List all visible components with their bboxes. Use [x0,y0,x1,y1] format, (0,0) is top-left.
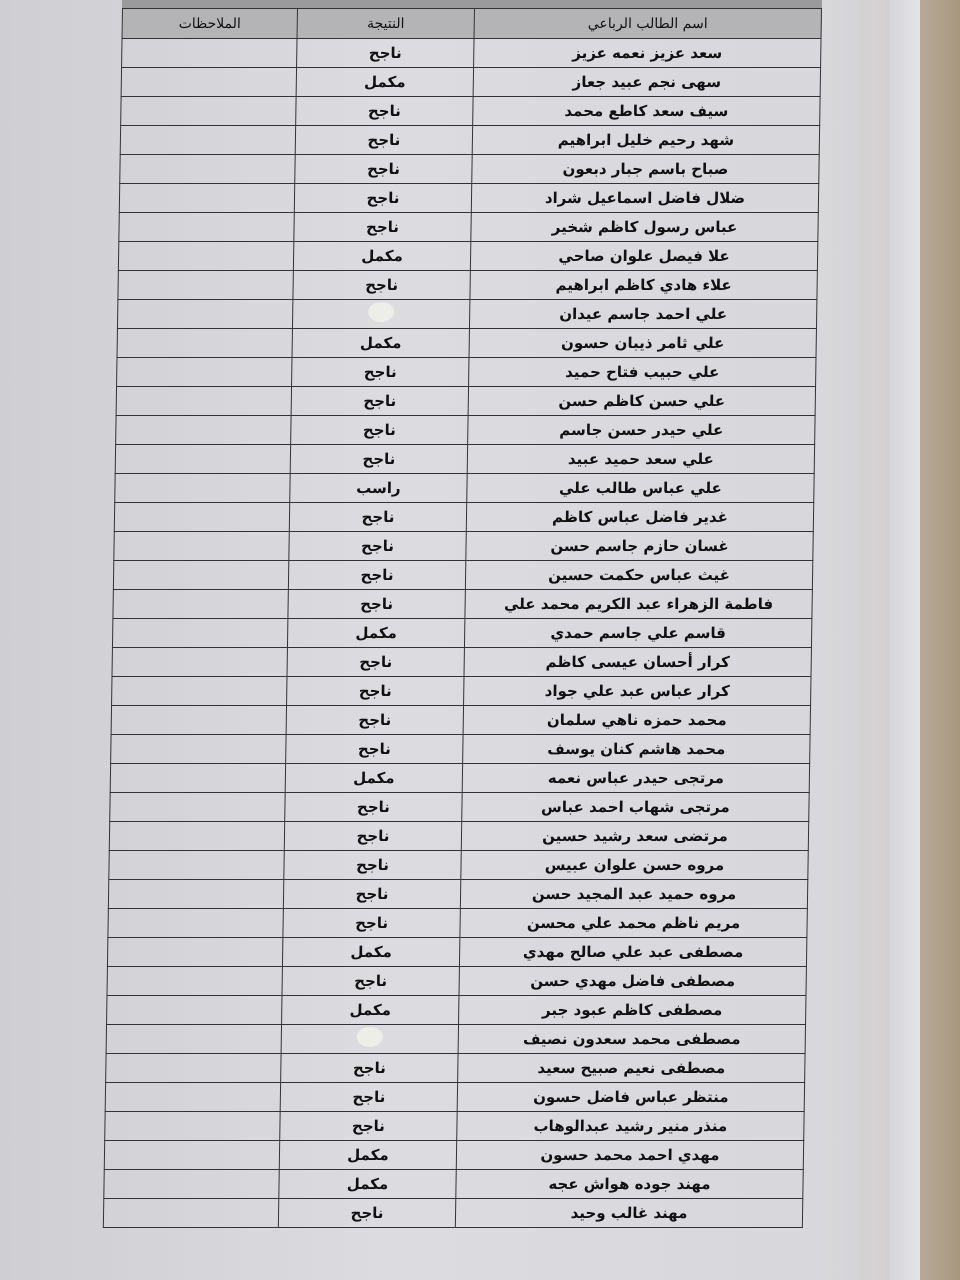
table-row [121,97,820,126]
student-name: غيث عباس حكمت حسين [465,561,812,590]
notes-cell [117,358,292,387]
result-cell: مكمل [285,764,462,793]
student-name: سعد عزيز نعمه عزيز [474,39,821,68]
student-name: صباح باسم جبار دبعون [472,155,819,184]
student-name: مرتضى سعد رشيد حسين [461,822,808,851]
result-cell: ناجح [281,1054,458,1083]
result-cell: ناجح [289,503,466,532]
notes-cell [105,1112,280,1141]
notes-cell [116,387,291,416]
student-name: مصطفى فاضل مهدي حسن [459,967,806,996]
result-cell: مكمل [293,242,470,271]
table-row [111,706,810,735]
student-name: علي ثامر ذيبان حسون [469,329,816,358]
notes-cell [108,880,283,909]
student-name: علي سعد حميد عبيد [467,445,814,474]
notes-cell [120,155,295,184]
result-cell [292,300,469,329]
notes-cell [119,184,294,213]
student-name: سهى نجم عبيد جعاز [473,68,820,97]
table-row [122,39,821,68]
table-row [112,677,811,706]
notes-cell [111,706,286,735]
table-row [110,793,809,822]
table-row [113,561,812,590]
notes-cell [114,532,289,561]
result-cell: ناجح [287,677,464,706]
notes-cell [112,677,287,706]
student-name: علي حبيب فتاح حميد [469,358,816,387]
notes-cell [104,1141,279,1170]
result-cell: ناجح [297,39,474,68]
student-name: سيف سعد كاطع محمد [473,97,820,126]
table-row [108,880,807,909]
table-row [118,271,817,300]
header-name: اسم الطالب الرباعي [474,9,821,39]
notes-cell [107,996,282,1025]
result-cell: ناجح [286,735,463,764]
result-cell: ناجح [287,648,464,677]
notes-cell [103,1199,278,1228]
student-name: غسان حازم جاسم حسن [466,532,813,561]
notes-cell [117,300,292,329]
table-row [114,503,813,532]
result-cell: ناجح [294,213,471,242]
notes-cell [119,213,294,242]
table-row [119,184,818,213]
student-name: علي احمد جاسم عيدان [469,300,816,329]
table-row [119,213,818,242]
notes-cell [108,909,283,938]
header-row [122,9,821,39]
table-row [104,1141,803,1170]
result-cell: ناجح [280,1112,457,1141]
result-cell: ناجح [285,793,462,822]
result-cell: ناجح [283,909,460,938]
result-cell: ناجح [286,706,463,735]
notes-cell [110,793,285,822]
notes-cell [105,1083,280,1112]
result-cell: ناجح [278,1199,455,1228]
student-name: مهدي احمد محمد حسون [456,1141,803,1170]
student-name: مهند غالب وحيد [455,1199,802,1228]
student-name: شهد رحيم خليل ابراهيم [472,126,819,155]
notes-cell [115,445,290,474]
table-row [118,242,817,271]
notes-cell [111,735,286,764]
student-name: مصطفى عبد علي صالح مهدي [459,938,806,967]
notes-cell [107,938,282,967]
notes-cell [118,242,293,271]
table-row [105,1112,804,1141]
result-cell: ناجح [290,445,467,474]
student-name: مهند جوده هواش عجه [456,1170,803,1199]
student-name: علي حسن كاظم حسن [468,387,815,416]
notes-cell [109,851,284,880]
table-row [112,619,811,648]
student-name: مروه حميد عبد المجيد حسن [460,880,807,909]
notes-cell [112,619,287,648]
student-name: علا فيصل علوان صاحي [470,242,817,271]
table-row [115,474,814,503]
notes-cell [118,271,293,300]
table-row [109,851,808,880]
result-cell: ناجح [289,532,466,561]
notes-cell [117,329,292,358]
result-cell: ناجح [291,387,468,416]
result-cell: ناجح [296,97,473,126]
student-name: محمد حمزه ناهي سلمان [463,706,810,735]
student-name: غدير فاضل عباس كاظم [466,503,813,532]
student-name: علي عباس طالب علي [467,474,814,503]
table-row [117,358,816,387]
result-cell: ناجح [280,1083,457,1112]
result-cell: ناجح [288,561,465,590]
result-cell: ناجح [284,851,461,880]
student-name: علي حيدر حسن جاسم [468,416,815,445]
paper-edge [890,0,920,1280]
table-row [121,68,820,97]
table-row [117,329,816,358]
table-row [106,1025,805,1054]
table-row [110,764,809,793]
table-row [109,822,808,851]
notes-cell [120,126,295,155]
student-name: مروه حسن علوان عبيس [461,851,808,880]
correction-smudge [357,1027,383,1047]
student-name: مصطفى نعيم صبيح سعيد [458,1054,805,1083]
table-row [104,1170,803,1199]
result-cell: مكمل [279,1170,456,1199]
table-row [105,1083,804,1112]
student-name: مريم ناظم محمد علي محسن [460,909,807,938]
notes-cell [106,1025,281,1054]
result-cell: ناجح [293,271,470,300]
result-cell: مكمل [287,619,464,648]
student-name: عباس رسول كاظم شخير [471,213,818,242]
result-cell: مكمل [282,996,459,1025]
table-row [113,590,812,619]
notes-cell [104,1170,279,1199]
notes-cell [113,590,288,619]
result-cell: ناجح [288,590,465,619]
table-row [115,445,814,474]
student-name: مصطفى كاظم عبود جبر [459,996,806,1025]
table-row [116,387,815,416]
student-name: علاء هادي كاظم ابراهيم [470,271,817,300]
result-cell: ناجح [284,822,461,851]
student-name: مرتجى شهاب احمد عباس [462,793,809,822]
notes-cell [121,97,296,126]
header-notes: الملاحظات [122,9,297,39]
notes-cell [113,561,288,590]
header-result: النتيجة [297,9,474,39]
result-cell: مكمل [296,68,473,97]
result-cell: ناجح [291,416,468,445]
student-name: كرار عباس عبد علي جواد [464,677,811,706]
notes-cell [114,503,289,532]
result-cell: مكمل [282,938,459,967]
notes-cell [107,967,282,996]
table-row [112,648,811,677]
table-row [107,996,806,1025]
result-cell: ناجح [294,184,471,213]
notes-cell [122,39,297,68]
student-name: مرتجى حيدر عباس نعمه [462,764,809,793]
table-row [111,735,810,764]
result-cell [281,1025,458,1054]
table-row [106,1054,805,1083]
results-table [103,8,822,1228]
table-row [103,1199,802,1228]
student-name: منتظر عباس فاضل حسون [457,1083,804,1112]
notes-cell [115,474,290,503]
student-name: كرار أحسان عيسى كاظم [464,648,811,677]
student-name: مصطفى محمد سعدون نصيف [458,1025,805,1054]
student-name: فاطمة الزهراء عبد الكريم محمد علي [465,590,812,619]
notes-cell [116,416,291,445]
table-row [120,126,819,155]
student-name: قاسم علي جاسم حمدي [464,619,811,648]
title-strip [122,0,822,8]
table-row [120,155,819,184]
student-name: محمد هاشم كنان يوسف [463,735,810,764]
result-cell: ناجح [295,155,472,184]
result-cell: راسب [290,474,467,503]
table-row [114,532,813,561]
correction-smudge [368,302,394,322]
result-cell: مكمل [279,1141,456,1170]
notes-cell [110,764,285,793]
notes-cell [112,648,287,677]
notes-cell [109,822,284,851]
result-cell: ناجح [282,967,459,996]
result-cell: مكمل [292,329,469,358]
table-row [117,300,816,329]
result-cell: ناجح [283,880,460,909]
notes-cell [106,1054,281,1083]
notes-cell [121,68,296,97]
table-row [116,416,815,445]
result-cell: ناجح [292,358,469,387]
student-name: منذر منير رشيد عبدالوهاب [457,1112,804,1141]
table-row [107,967,806,996]
student-name: ضلال فاضل اسماعيل شراد [471,184,818,213]
table-row [108,909,807,938]
result-cell: ناجح [295,126,472,155]
table-row [107,938,806,967]
